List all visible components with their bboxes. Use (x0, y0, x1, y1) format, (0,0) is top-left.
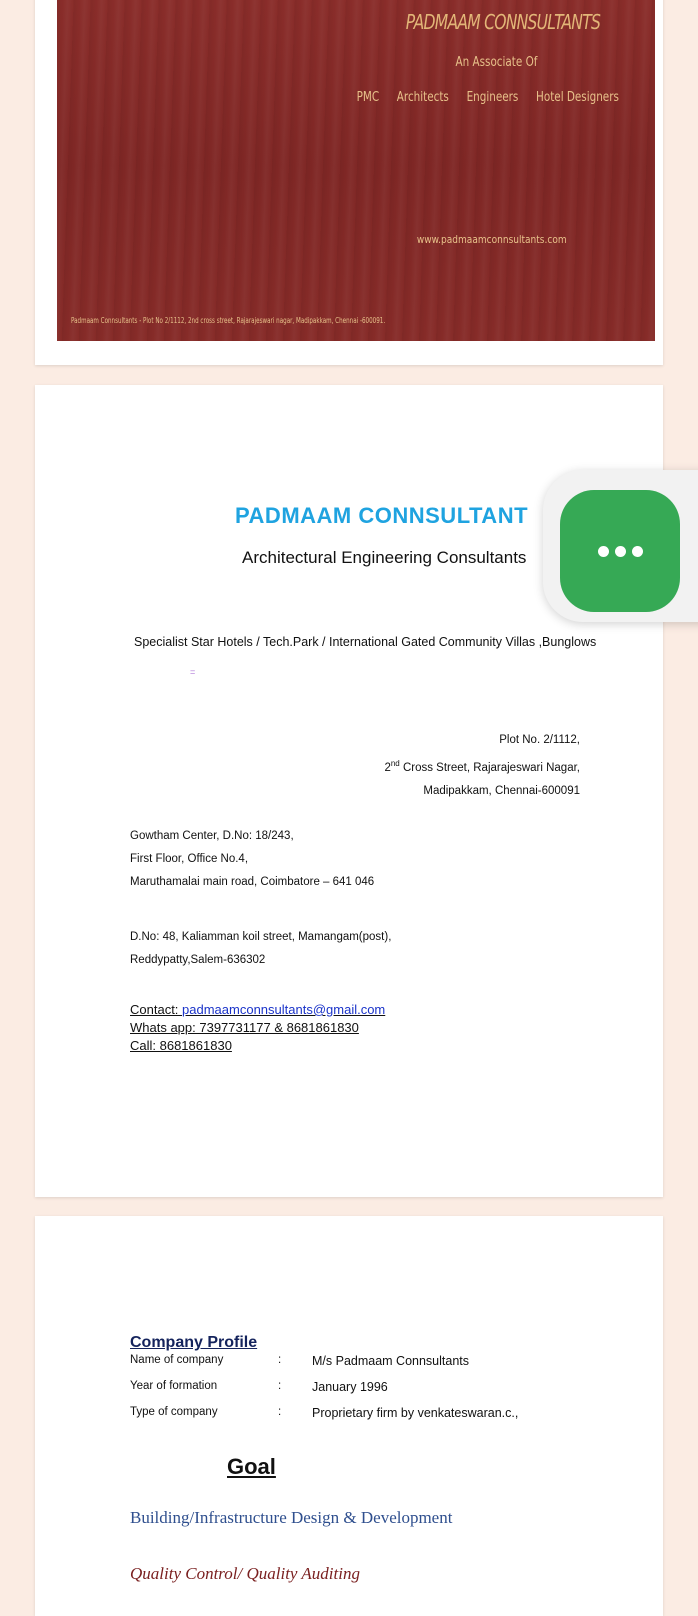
service-architects: Architects (396, 90, 449, 105)
address-coimbatore (130, 825, 374, 894)
address-line: Madipakkam, Chennai-600091 (423, 784, 580, 797)
profile-label: Name of company (130, 1354, 224, 1366)
profile-colon: : (278, 1406, 282, 1418)
profile-label: Type of company (130, 1406, 218, 1418)
goal-item: Quality Control/ Quality Auditing (130, 1564, 360, 1583)
address-line: Reddypatty,Salem-636302 (130, 954, 266, 966)
profile-page (35, 1216, 663, 1616)
more-dots-icon (615, 546, 626, 557)
goal-item: Building/Infrastructure Design & Development (130, 1508, 453, 1527)
address-line: 2nd Cross Street, Rajarajeswari Nagar, (384, 759, 580, 774)
company-subtitle: Architectural Engineering Consultants (242, 548, 527, 567)
profile-colon: : (278, 1354, 282, 1366)
address-line: Gowtham Center, D.No: 18/243, (130, 830, 294, 842)
profile-colon: : (278, 1380, 282, 1392)
cover-page (35, 0, 663, 365)
more-dots-icon (632, 546, 643, 557)
service-engineers: Engineers (466, 90, 519, 105)
cover-services (342, 90, 619, 105)
cover-title: PADMAAM CONNSULTANTS (405, 10, 600, 34)
specialist-line: Specialist Star Hotels / Tech.Park / International Gated Community Villas ,Bunglows (134, 635, 597, 649)
address-chennai (384, 729, 580, 803)
profile-label: Year of formation (130, 1380, 218, 1392)
address-line: Maruthamalai main road, Coimbatore – 641 046 (130, 876, 375, 888)
more-options-button[interactable] (560, 490, 680, 612)
call-line: Call: 8681861830 (130, 1038, 232, 1053)
address-line: Plot No. 2/1112, (499, 734, 580, 746)
address-line: First Floor, Office No.4, (130, 853, 249, 865)
cover-website: www.padmaamconnsultants.com (417, 233, 567, 246)
service-hotel-designers: Hotel Designers (536, 90, 619, 105)
company-profile-heading: Company Profile (130, 1334, 258, 1351)
small-mark: = (190, 667, 196, 677)
profile-value: Proprietary firm by venkateswaran.c., (312, 1406, 519, 1420)
company-name-heading: PADMAAM CONNSULTANT (235, 503, 529, 528)
email-link[interactable]: padmaamconnsultants@gmail.com (182, 1002, 386, 1017)
profile-value: January 1996 (312, 1380, 388, 1394)
more-dots-icon (598, 546, 609, 557)
contact-block (130, 1001, 385, 1055)
cover-footer: Padmaam Connsultants - Plot No 2/1112, 2nd cross street, Rajarajeswari nagar, Madipakkam, Chennai -600091. (71, 316, 386, 325)
whatsapp-line: Whats app: 7397731177 & 8681861830 (130, 1020, 359, 1035)
profile-value: M/s Padmaam Connsultants (312, 1354, 470, 1368)
contact-line: Contact: padmaamconnsultants@gmail.com (130, 1002, 386, 1017)
goal-heading: Goal (227, 1454, 276, 1479)
cover-banner (57, 0, 655, 341)
service-pmc: PMC (356, 90, 380, 105)
address-line: D.No: 48, Kaliamman koil street, Mamangam(post), (130, 931, 392, 943)
cover-associate-text: An Associate Of (455, 55, 537, 70)
address-salem (130, 926, 391, 972)
